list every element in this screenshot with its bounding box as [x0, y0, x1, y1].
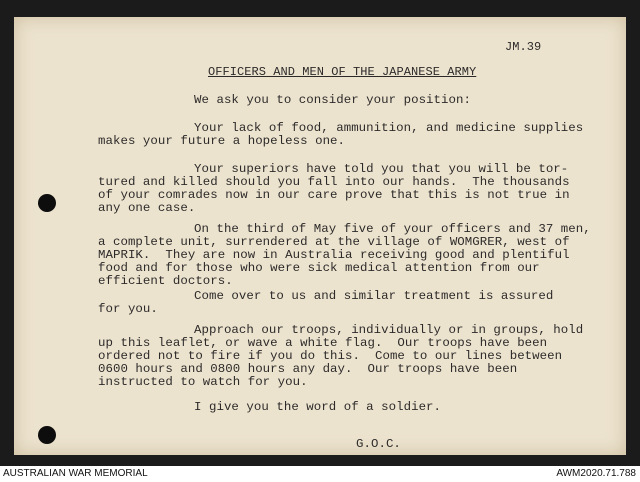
- text-line: for you.: [98, 302, 158, 316]
- text-line: a complete unit, surrendered at the village of WOMGRER, west of: [98, 235, 570, 249]
- text-line: any one case.: [98, 201, 196, 215]
- text-line: up this leaflet, or wave a white flag. Our troops have been: [98, 336, 548, 350]
- text-line: instructed to watch for you.: [98, 375, 308, 389]
- text-line: tured and killed should you fall into our hands. The thousands: [98, 175, 570, 189]
- text-line: food and for those who were sick medical attention from our: [98, 261, 540, 275]
- footer-credit: AUSTRALIAN WAR MEMORIAL: [3, 468, 148, 479]
- text-line: On the third of May five of your officers and 37 men,: [194, 222, 591, 236]
- text-line: of your comrades now in our care prove that this is not true in: [98, 188, 570, 202]
- text-line: We ask you to consider your position:: [194, 93, 471, 107]
- signature-block: G.O.C.: [356, 437, 401, 451]
- leaflet-paper: [14, 17, 626, 455]
- text-line: ordered not to fire if you do this. Come to our lines between: [98, 349, 563, 363]
- text-line: Come over to us and similar treatment is assured: [194, 289, 554, 303]
- document-title: OFFICERS AND MEN OF THE JAPANESE ARMY: [208, 65, 477, 79]
- text-line: efficient doctors.: [98, 274, 233, 288]
- text-line: Your lack of food, ammunition, and medicine supplies: [194, 121, 584, 135]
- document-reference: JM.39: [505, 40, 542, 54]
- footer-bar: [0, 466, 640, 482]
- text-line: 0600 hours and 0800 hours any day. Our troops have been: [98, 362, 518, 376]
- text-line: MAPRIK. They are now in Australia receiving good and plentiful: [98, 248, 570, 262]
- footer-accession-number: AWM2020.71.788: [556, 468, 636, 479]
- text-line: makes your future a hopeless one.: [98, 134, 346, 148]
- text-line: I give you the word of a soldier.: [194, 400, 442, 414]
- punch-hole: [38, 194, 56, 212]
- punch-hole: [38, 426, 56, 444]
- text-line: Approach our troops, individually or in groups, hold: [194, 323, 584, 337]
- text-line: Your superiors have told you that you will be tor-: [194, 162, 569, 176]
